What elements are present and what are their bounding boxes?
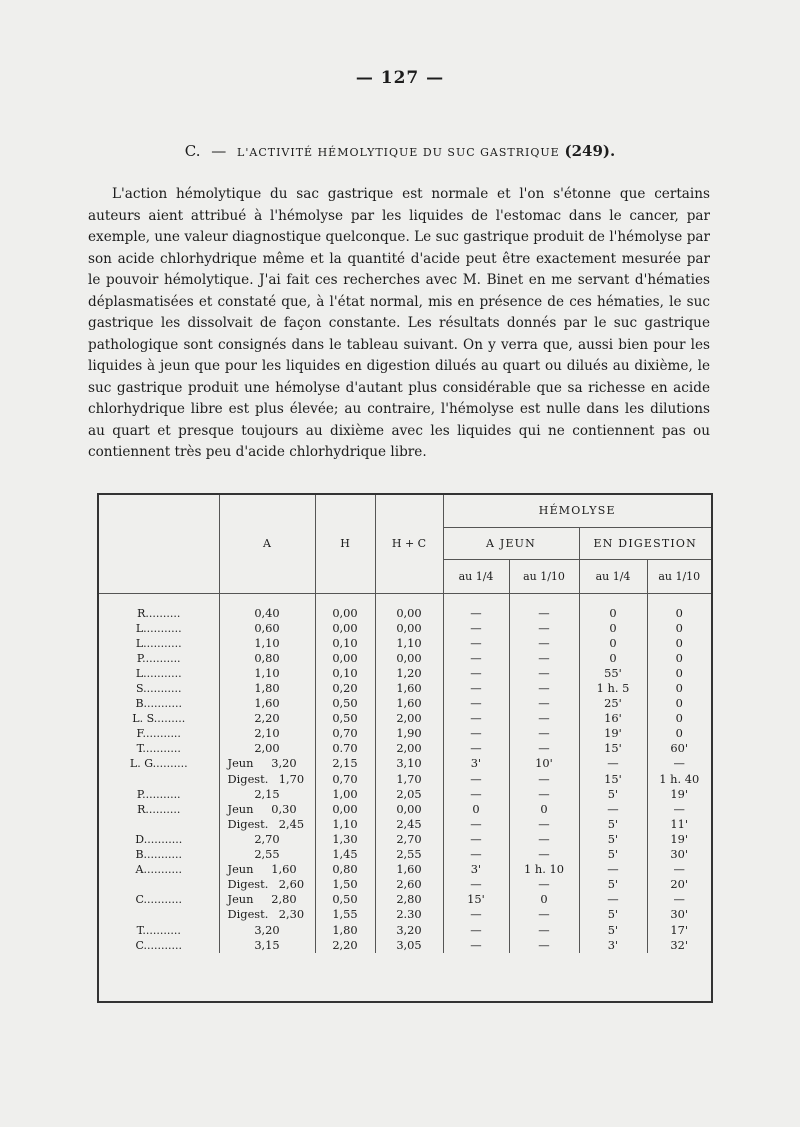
row-jeun-quart: — xyxy=(443,847,509,862)
row-digestion-quart: — xyxy=(579,802,647,817)
row-digestion-dixieme: 19' xyxy=(670,786,689,801)
row-digestion-quart: 19' xyxy=(579,726,647,741)
row-a-value: 2,10 xyxy=(254,726,280,741)
row-a xyxy=(219,802,315,817)
row-name: D........... xyxy=(99,832,219,847)
row-digestion-quart: 5' xyxy=(579,847,647,862)
row-digestion-dixieme: 19' xyxy=(670,831,689,846)
row-h: 0,00 xyxy=(315,802,375,817)
table-row xyxy=(99,938,711,953)
row-name: L........... xyxy=(99,666,219,681)
row-label: Digest. xyxy=(227,771,269,786)
row-jeun-quart: — xyxy=(443,636,509,651)
row-a xyxy=(219,711,315,726)
row-label: Digest. xyxy=(227,816,269,831)
row-h: 0,00 xyxy=(315,593,375,621)
row-digestion-quart: 3' xyxy=(579,938,647,953)
row-hc: 3,05 xyxy=(375,938,443,953)
table-row xyxy=(99,593,711,621)
row-a-value: 1,10 xyxy=(254,665,280,680)
row-a xyxy=(219,741,315,756)
header-jeun-au-dixieme: au 1/10 xyxy=(509,559,579,593)
row-hc: 2,55 xyxy=(375,847,443,862)
table-row xyxy=(99,862,711,877)
row-hc: 3,10 xyxy=(375,756,443,771)
row-a xyxy=(219,651,315,666)
row-a xyxy=(219,938,315,953)
row-jeun-dixieme: — xyxy=(509,877,579,892)
row-a xyxy=(219,772,315,787)
row-label: Jeun xyxy=(227,801,254,816)
row-a-value: 0,60 xyxy=(254,620,280,635)
header-jeun-au-quart: au 1/4 xyxy=(443,559,509,593)
row-digestion-dixieme: — xyxy=(673,756,685,771)
row-a-value: 2,00 xyxy=(254,741,280,756)
row-h: 0,70 xyxy=(315,726,375,741)
row-hc: 2,60 xyxy=(375,877,443,892)
row-h: 1,80 xyxy=(315,922,375,937)
row-digestion-dixieme: 17' xyxy=(670,922,689,937)
row-label: Digest. xyxy=(227,907,269,922)
row-jeun-quart: — xyxy=(443,741,509,756)
table-row xyxy=(99,892,711,907)
row-digestion-dixieme: 0 xyxy=(675,726,683,741)
row-jeun-dixieme: — xyxy=(509,636,579,651)
row-jeun-quart: — xyxy=(443,726,509,741)
row-jeun-quart: — xyxy=(443,832,509,847)
row-h: 0,00 xyxy=(315,651,375,666)
row-jeun-dixieme: 0 xyxy=(509,892,579,907)
header-digestion-au-dixieme: au 1/10 xyxy=(647,559,711,593)
row-name: T........... xyxy=(99,741,219,756)
row-digestion-dixieme: 0 xyxy=(675,696,683,711)
body-paragraph: L'action hémolytique du sac gastrique est normale et l'on s'étonne que certains auteurs aient attribué à l'hémolyse par les liquides de l'estomac dans le cancer, par exemple, une valeur diagnostique quelconque. Le suc gastrique produit de l'hémolyse par son acide chlorhydrique même et la quantité d'acide peut être exactement mesurée par le pouvoir hémolytique. J'ai fait ces recherches avec M. Binet en me servant d'hématies déplasmatisées et constaté que, à l'état normal, mis en présence de ces hématies, le suc gastrique les dissolvait de façon constante. Les résultats donnés par le suc gastrique pathologique sont consignés dans le tableau suivant. On y verra que, aussi bien pour les liquides à jeun que pour les liquides en digestion dilués au quart ou dilués au dixième, le suc gastrique produit une hémolyse d'autant plus considérable que sa richesse en acide chlorhydrique libre est plus élevée; au contraire, l'hémolyse est nulle dans les dilutions au quart et presque toujours au dixième avec les liquides qui ne contiennent pas ou contiennent très peu d'acide chlorhydrique libre. xyxy=(88,186,710,460)
row-name: P........... xyxy=(99,787,219,802)
row-digestion-dixieme: — xyxy=(673,892,685,907)
row-jeun-dixieme: — xyxy=(509,922,579,937)
row-a-value: 0,80 xyxy=(254,650,280,665)
row-name: F........... xyxy=(99,726,219,741)
row-hc: 2,00 xyxy=(375,711,443,726)
table-row xyxy=(99,832,711,847)
row-jeun-dixieme: — xyxy=(509,772,579,787)
row-a-value: 1,60 xyxy=(271,862,297,877)
row-hc: 2,45 xyxy=(375,817,443,832)
row-a xyxy=(219,832,315,847)
table-row xyxy=(99,877,711,892)
row-jeun-quart: — xyxy=(443,938,509,953)
page-number: — 127 — xyxy=(355,68,445,88)
row-jeun-dixieme: — xyxy=(509,832,579,847)
table-row xyxy=(99,756,711,771)
table-row xyxy=(99,666,711,681)
header-hc: H + C xyxy=(375,495,443,593)
row-jeun-dixieme: — xyxy=(509,696,579,711)
table-row xyxy=(99,681,711,696)
row-digestion-quart: 0 xyxy=(579,651,647,666)
header-name xyxy=(99,495,219,593)
row-digestion-quart: — xyxy=(579,892,647,907)
row-name: L. S......... xyxy=(99,711,219,726)
row-a-value: 2,55 xyxy=(254,847,280,862)
row-a-value: 2,60 xyxy=(278,877,305,892)
row-label: Jeun xyxy=(227,862,254,877)
row-jeun-dixieme: — xyxy=(509,817,579,832)
row-a xyxy=(219,666,315,681)
header-a: A xyxy=(219,495,315,593)
row-a xyxy=(219,621,315,636)
row-jeun-dixieme: — xyxy=(509,711,579,726)
table-row xyxy=(99,621,711,636)
row-a xyxy=(219,907,315,922)
table-row xyxy=(99,726,711,741)
row-a-value: 1,70 xyxy=(278,771,305,786)
row-name: C........... xyxy=(99,938,219,953)
row-digestion-dixieme: — xyxy=(673,801,685,816)
row-hc: 2.30 xyxy=(375,907,443,922)
row-name: S........... xyxy=(99,681,219,696)
row-h: 0,70 xyxy=(315,772,375,787)
row-h: 0,20 xyxy=(315,681,375,696)
row-digestion-dixieme: 0 xyxy=(675,711,683,726)
row-digestion-dixieme: 11' xyxy=(670,816,689,831)
row-name: P........... xyxy=(99,651,219,666)
row-digestion-quart: 55' xyxy=(579,666,647,681)
row-digestion-quart: 16' xyxy=(579,711,647,726)
row-jeun-quart: 3' xyxy=(443,756,509,771)
row-digestion-dixieme: 0 xyxy=(675,620,683,635)
row-a-value: 2,15 xyxy=(254,786,280,801)
row-name: A........... xyxy=(99,862,219,877)
row-digestion-dixieme: 0 xyxy=(675,635,683,650)
row-digestion-quart: 0 xyxy=(579,593,647,621)
header-en-digestion: EN DIGESTION xyxy=(579,527,711,559)
row-a-value: 3,20 xyxy=(271,756,297,771)
table-row xyxy=(99,651,711,666)
row-hc: 2,00 xyxy=(375,741,443,756)
row-a-value: 2,30 xyxy=(278,907,305,922)
row-hc: 1,90 xyxy=(375,726,443,741)
row-name: B........... xyxy=(99,696,219,711)
row-hc: 1,20 xyxy=(375,666,443,681)
table-row xyxy=(99,741,711,756)
row-a xyxy=(219,817,315,832)
table-row xyxy=(99,711,711,726)
row-jeun-quart: 15' xyxy=(443,892,509,907)
row-a xyxy=(219,593,315,621)
row-digestion-dixieme: 30' xyxy=(670,907,689,922)
row-hc: 2,05 xyxy=(375,787,443,802)
row-jeun-quart: — xyxy=(443,772,509,787)
row-jeun-dixieme: — xyxy=(509,621,579,636)
row-hc: 2,80 xyxy=(375,892,443,907)
row-name xyxy=(99,907,219,922)
row-jeun-dixieme: — xyxy=(509,681,579,696)
row-h: 1,45 xyxy=(315,847,375,862)
row-digestion-dixieme: — xyxy=(673,862,685,877)
row-hc: 1,70 xyxy=(375,772,443,787)
row-jeun-quart: — xyxy=(443,787,509,802)
row-jeun-dixieme: — xyxy=(509,666,579,681)
row-a xyxy=(219,862,315,877)
row-digestion-dixieme: 32' xyxy=(670,937,689,952)
row-h: 2,20 xyxy=(315,938,375,953)
row-digestion-quart: 25' xyxy=(579,696,647,711)
row-a xyxy=(219,636,315,651)
row-h: 1,10 xyxy=(315,817,375,832)
row-hc: 0,00 xyxy=(375,621,443,636)
row-digestion-dixieme: 1 h. 40 xyxy=(659,771,700,786)
row-a-value: 1,80 xyxy=(254,681,280,696)
row-hc: 3,20 xyxy=(375,922,443,937)
row-h: 1,55 xyxy=(315,907,375,922)
row-a xyxy=(219,892,315,907)
row-digestion-quart: 5' xyxy=(579,877,647,892)
row-name: T........... xyxy=(99,922,219,937)
row-a-value: 3,20 xyxy=(254,922,280,937)
table-row xyxy=(99,847,711,862)
table-row xyxy=(99,636,711,651)
row-name xyxy=(99,772,219,787)
table-row xyxy=(99,696,711,711)
row-a-value: 1,10 xyxy=(254,635,280,650)
row-name: R.......... xyxy=(99,593,219,621)
row-h: 0.70 xyxy=(315,741,375,756)
row-h: 2,15 xyxy=(315,756,375,771)
row-hc: 1,60 xyxy=(375,862,443,877)
table-row xyxy=(99,802,711,817)
table-row xyxy=(99,787,711,802)
row-jeun-quart: — xyxy=(443,711,509,726)
table-row xyxy=(99,907,711,922)
row-hc: 0,00 xyxy=(375,651,443,666)
row-hc: 2,70 xyxy=(375,832,443,847)
row-a xyxy=(219,756,315,771)
row-a xyxy=(219,696,315,711)
row-digestion-quart: — xyxy=(579,756,647,771)
row-h: 1,30 xyxy=(315,832,375,847)
row-hc: 1,60 xyxy=(375,681,443,696)
row-a-value: 3,15 xyxy=(254,937,280,952)
row-digestion-quart: 5' xyxy=(579,907,647,922)
row-h: 1,00 xyxy=(315,787,375,802)
row-digestion-quart: 5' xyxy=(579,787,647,802)
header-digestion-au-quart: au 1/4 xyxy=(579,559,647,593)
section-title: L'ACTIVITÉ HÉMOLYTIQUE DU SUC GASTRIQUE xyxy=(237,146,560,159)
header-h: H xyxy=(315,495,375,593)
row-h: 0,50 xyxy=(315,711,375,726)
row-digestion-quart: 0 xyxy=(579,621,647,636)
row-jeun-dixieme: — xyxy=(509,938,579,953)
row-hc: 0,00 xyxy=(375,593,443,621)
row-jeun-quart: — xyxy=(443,877,509,892)
header-a-jeun: A JEUN xyxy=(443,527,579,559)
row-name: R.......... xyxy=(99,802,219,817)
row-jeun-quart: — xyxy=(443,651,509,666)
row-label: Jeun xyxy=(227,892,254,907)
row-jeun-quart: 0 xyxy=(443,802,509,817)
row-digestion-dixieme: 0 xyxy=(675,605,683,620)
row-digestion-dixieme: 0 xyxy=(675,650,683,665)
row-digestion-quart: 0 xyxy=(579,636,647,651)
row-h: 0,10 xyxy=(315,666,375,681)
row-jeun-quart: — xyxy=(443,621,509,636)
row-digestion-quart: 5' xyxy=(579,832,647,847)
row-h: 0,80 xyxy=(315,862,375,877)
row-h: 0,50 xyxy=(315,892,375,907)
row-jeun-dixieme: — xyxy=(509,907,579,922)
row-digestion-quart: 5' xyxy=(579,817,647,832)
row-jeun-dixieme: 0 xyxy=(509,802,579,817)
row-a-value: 2,80 xyxy=(271,892,297,907)
section-heading xyxy=(0,142,800,160)
row-jeun-quart: — xyxy=(443,922,509,937)
row-a xyxy=(219,681,315,696)
row-digestion-dixieme: 20' xyxy=(670,877,689,892)
row-a-value: 2,45 xyxy=(278,816,305,831)
row-name xyxy=(99,877,219,892)
row-a-value: 0,30 xyxy=(271,801,297,816)
section-reference: (249). xyxy=(564,142,616,160)
row-a xyxy=(219,726,315,741)
row-digestion-quart: 15' xyxy=(579,741,647,756)
row-digestion-dixieme: 60' xyxy=(670,741,689,756)
row-jeun-quart: — xyxy=(443,696,509,711)
row-jeun-quart: 3' xyxy=(443,862,509,877)
table-row xyxy=(99,817,711,832)
row-jeun-quart: — xyxy=(443,593,509,621)
row-jeun-dixieme: — xyxy=(509,741,579,756)
row-digestion-dixieme: 30' xyxy=(670,847,689,862)
row-a xyxy=(219,922,315,937)
row-digestion-quart: 5' xyxy=(579,922,647,937)
row-h: 0,00 xyxy=(315,621,375,636)
row-hc: 0,00 xyxy=(375,802,443,817)
row-jeun-dixieme: — xyxy=(509,787,579,802)
row-h: 0,50 xyxy=(315,696,375,711)
row-a-value: 2,70 xyxy=(254,831,280,846)
row-a-value: 1,60 xyxy=(254,696,280,711)
row-name xyxy=(99,817,219,832)
row-jeun-quart: — xyxy=(443,817,509,832)
row-h: 1,50 xyxy=(315,877,375,892)
section-letter: C. xyxy=(184,142,201,160)
row-digestion-quart: 1 h. 5 xyxy=(579,681,647,696)
row-digestion-dixieme: 0 xyxy=(675,681,683,696)
row-name: B........... xyxy=(99,847,219,862)
table-row xyxy=(99,922,711,937)
row-jeun-dixieme: — xyxy=(509,651,579,666)
row-digestion-dixieme: 0 xyxy=(675,665,683,680)
table-row xyxy=(99,772,711,787)
row-jeun-quart: — xyxy=(443,907,509,922)
row-a xyxy=(219,847,315,862)
row-jeun-quart: — xyxy=(443,666,509,681)
row-jeun-dixieme: — xyxy=(509,593,579,621)
row-label: Digest. xyxy=(227,877,269,892)
row-hc: 1,60 xyxy=(375,696,443,711)
hemolysis-table xyxy=(99,495,711,953)
row-jeun-dixieme: — xyxy=(509,847,579,862)
row-h: 0,10 xyxy=(315,636,375,651)
hemolysis-table-frame xyxy=(97,493,713,1003)
row-name: L. G.......... xyxy=(99,756,219,771)
row-name: L........... xyxy=(99,636,219,651)
row-jeun-dixieme: 10' xyxy=(509,756,579,771)
section-dash: — xyxy=(211,142,227,160)
row-a-value: 2,20 xyxy=(254,711,280,726)
row-hc: 1,10 xyxy=(375,636,443,651)
row-digestion-quart: 15' xyxy=(579,772,647,787)
row-a xyxy=(219,787,315,802)
header-hemolyse: HÉMOLYSE xyxy=(443,495,711,527)
row-a xyxy=(219,877,315,892)
row-name: L........... xyxy=(99,621,219,636)
row-jeun-dixieme: — xyxy=(509,726,579,741)
row-jeun-dixieme: 1 h. 10 xyxy=(509,862,579,877)
table-body xyxy=(99,593,711,953)
row-label: Jeun xyxy=(227,756,254,771)
row-name: C........... xyxy=(99,892,219,907)
row-a-value: 0,40 xyxy=(254,605,280,620)
row-jeun-quart: — xyxy=(443,681,509,696)
row-digestion-quart: — xyxy=(579,862,647,877)
